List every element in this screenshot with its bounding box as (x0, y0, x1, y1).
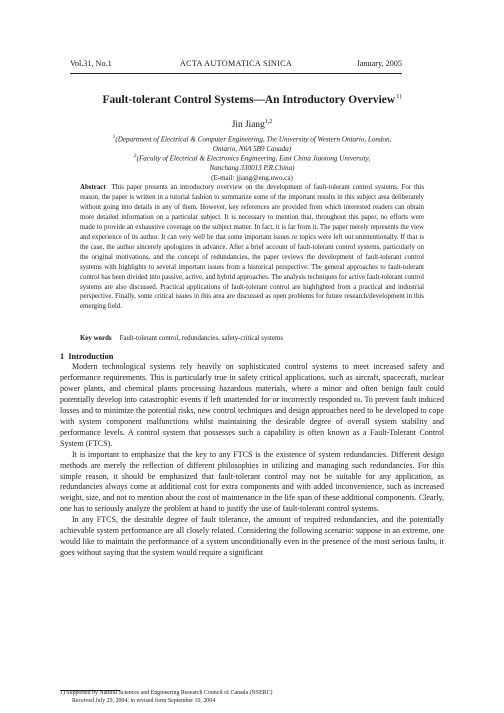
author-line (60, 119, 444, 130)
keywords (80, 335, 424, 342)
affiliation-2-text: (Faculty of Electrical & Electronics Engineering, East China Jiaotong University, (136, 154, 371, 163)
footnote-funding: 1) Supported by Natural Sciences and Engineering Research Council of Canada (NSERC) (60, 690, 273, 696)
affiliation-2 (60, 152, 444, 173)
author-affiliation-marks: 1,2 (264, 119, 273, 125)
affiliation-2-mark: 2 (133, 153, 137, 159)
affiliation-1-text: (Department of Electrical & Computer Engineering, The University of Western Ontario, London, (115, 135, 392, 144)
author-email: (E-mail: jjiang@eng.uwo.ca) (211, 174, 293, 182)
issue-date: January, 2005 (356, 59, 402, 68)
journal-name: ACTA AUTOMATICA SINICA (179, 59, 293, 68)
title-footnote-mark: 1) (396, 93, 402, 100)
body-text (60, 362, 444, 559)
footnote-received: Received July 29, 2004; in revised form September 10, 2004 (72, 698, 216, 704)
author-name: Jin Jiang (231, 120, 265, 131)
affiliation-2-line1 (60, 152, 444, 164)
affiliation-1-line2: Ontario, N6A 5B9 Canada) (212, 144, 292, 153)
affiliation-1-line1 (60, 133, 444, 145)
abstract-label: Abstract (80, 184, 106, 191)
paper-title (60, 93, 444, 106)
abstract (80, 183, 424, 312)
paper-title-text: Fault-tolerant Control Systems—An Introductory Overview (102, 93, 396, 106)
volume-issue: Vol.31, No.1 (70, 59, 112, 68)
affiliation-1 (60, 133, 444, 154)
section-number: 1 (60, 352, 65, 361)
section-title: Introduction (68, 352, 114, 361)
paragraph-3: In any FTCS, the desirable degree of fault tolerance, the amount of required redundancies, and the potentially achievable system performance are all closely related. Considering the following scenario: suppose in an extreme, one would like to maintain the performance of a system unconditionally even in the presence of the most serious faults, it goes without saying that the system would require a significant (60, 515, 444, 558)
keywords-label: Key words (80, 335, 112, 342)
keywords-text: Fault-tolerant control, redundancies, safety-critical systems (119, 335, 284, 342)
paragraph-1: Modern technological systems rely heavily on sophisticated control systems to meet increased safety and performance requirements. This is particularly true in safety critical applications, such as aircraft, spacecraft, nuclear power plants, and chemical plants processing hazardous materials, where a minor and often benign fault could potentially develop into catastrophic events if left unattended for or incorrectly responded to. To prevent fault induced losses and to minimize the potential risks, new control techniques and design approaches need to be developed to cope with system component malfunctions whilst maintaining the desirable degree of overall system stability and performance levels. A control system that possesses such a capability is often known as a Fault-Tolerant Control System (FTCS). (60, 362, 444, 448)
running-head (70, 59, 402, 71)
affiliation-1-mark: 1 (112, 134, 116, 140)
paragraph-2: It is important to emphasize that the key to any FTCS is the existence of system redundancies. Different design methods are merely the reflection of different philosophies in utilizing and managing such redundancies. For this simple reason, it should be emphasized that fault-tolerant control may not be suitable for any application, as redundancies always come at additional cost for extra components and with added inconvenience, such as increased weight, size, and not to mention about the cost of maintenance in the life span of these additional components. Clearly, one has to seriously analyze the problem at hand to justify the use of fault-tolerant control systems. (60, 449, 444, 514)
header-rule (70, 73, 402, 74)
affiliation-2-line2: Nanchang 330013 P.R.China) (209, 163, 295, 172)
abstract-text: This paper presents an introductory overview on the development of fault-tolerant control systems. For this reason, the paper is written in a tutorial fashion to summarize some of the important results in this subject area deliberately without going into details in any of them. However, key references are provided from which interested readers can obtain more detailed information on a particular subject. It is necessary to mention that, throughout this paper, no efforts were made to provide an exhaustive coverage on the subject matter. In fact, it is far from it. The paper merely represents the view and experience of its author. It can very well be that some important issues or topics were left out unintentionally. If that is the case, the author sincerely apologizes in advance. After a brief account of fault-tolerant control systems, particularly on the original motivations, and the concept of redundancies, the paper reviews the development of fault-tolerant control systems with highlights to several important issues from a historical perspective. The general approaches to fault-tolerant control has been divided into passive, active, and hybrid approaches. The analysis techniques for active fault-tolerant control systems are also discussed. Practical applications of fault-tolerant control are highlighted from a practical and industrial perspective. Finally, some critical issues in this area are discussed as open problems for future research/development in this emerging field. (80, 184, 424, 311)
section-heading (60, 352, 113, 361)
